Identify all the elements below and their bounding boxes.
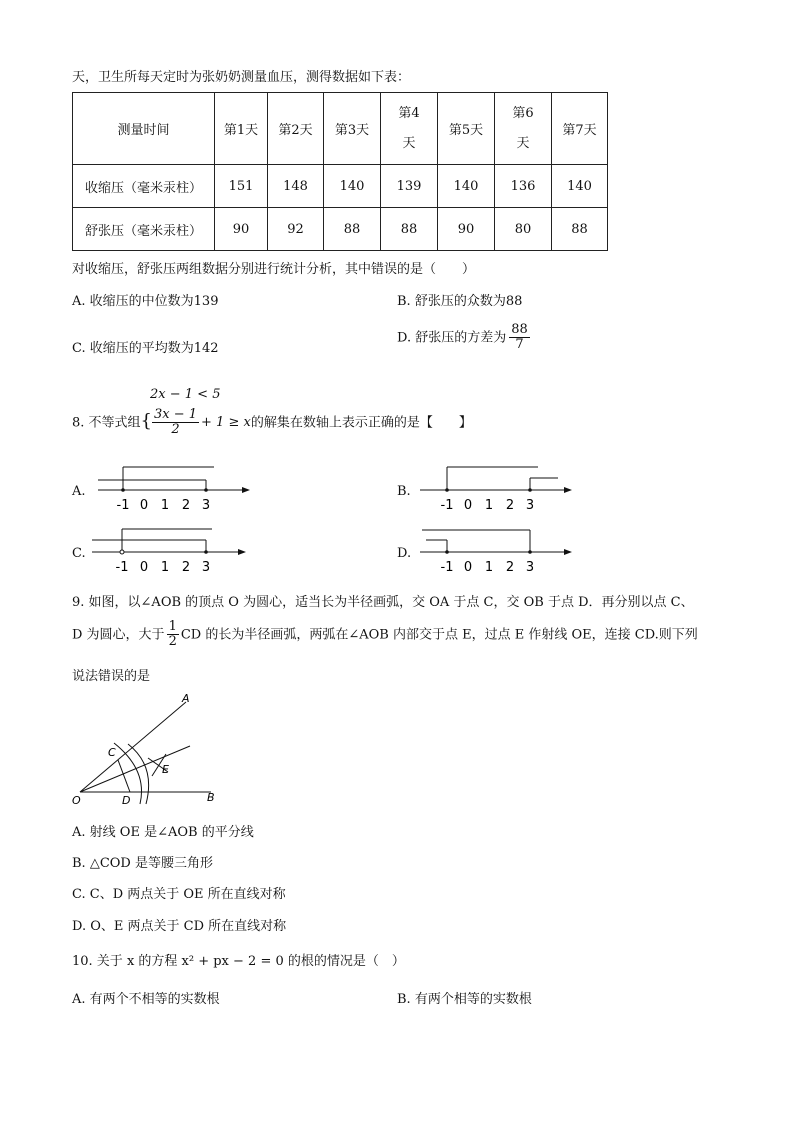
q10-option-b: B. 有两个相等的实数根 bbox=[397, 992, 532, 1007]
label-a: A bbox=[182, 692, 190, 705]
day-header: 第7天 bbox=[552, 93, 608, 165]
tick-label: 2 bbox=[181, 498, 191, 513]
table-header-row bbox=[73, 93, 608, 165]
q9-option-d: D. O、E 两点关于 CD 所在直线对称 bbox=[72, 919, 287, 934]
table-row bbox=[73, 208, 608, 251]
tick-label: 3 bbox=[201, 560, 211, 575]
tick-label: 1 bbox=[484, 560, 494, 575]
angle-bisector-figure bbox=[66, 688, 236, 810]
table-cell: 140 bbox=[438, 165, 495, 208]
table-cell: 88 bbox=[381, 208, 438, 251]
day-header: 第6 天 bbox=[495, 93, 552, 165]
tick-label: 0 bbox=[463, 498, 473, 513]
tick-label: 2 bbox=[505, 498, 515, 513]
table-cell: 90 bbox=[438, 208, 495, 251]
tick-label: 1 bbox=[484, 498, 494, 513]
day-header: 第1天 bbox=[215, 93, 268, 165]
q8-stem: 8. 不等式组{ $\frac{3x - 1}{2}$ + 1 ≥ x的解集在数轴上表示正确的是【 】 bbox=[72, 407, 472, 438]
tick-label: 0 bbox=[139, 498, 149, 513]
tick-label: -1 bbox=[440, 560, 454, 575]
tick-label: -1 bbox=[115, 560, 129, 575]
row-label: 收缩压（毫米汞柱） bbox=[73, 165, 215, 208]
tick-label: 3 bbox=[525, 498, 535, 513]
table-cell: 140 bbox=[324, 165, 381, 208]
table-cell: 88 bbox=[552, 208, 608, 251]
table-cell: 92 bbox=[268, 208, 324, 251]
q7-stem: 对收缩压，舒张压两组数据分别进行统计分析，其中错误的是（ ） bbox=[72, 262, 476, 277]
table-cell: 139 bbox=[381, 165, 438, 208]
q10-option-a: A. 有两个不相等的实数根 bbox=[72, 992, 220, 1007]
q8-option-b-label: B. bbox=[397, 484, 411, 499]
q9-option-c: C. C、D 两点关于 OE 所在直线对称 bbox=[72, 887, 286, 902]
table-cell: 136 bbox=[495, 165, 552, 208]
table-cell: 88 bbox=[324, 208, 381, 251]
tick-label: 1 bbox=[160, 560, 170, 575]
label-d: D bbox=[122, 794, 131, 807]
table-cell: 140 bbox=[552, 165, 608, 208]
q8-inequality-1: 2x − 1 < 5 bbox=[150, 387, 221, 402]
tick-label: 2 bbox=[181, 560, 191, 575]
number-line-b bbox=[412, 460, 582, 520]
number-line-c bbox=[88, 522, 258, 582]
number-line-d bbox=[412, 522, 582, 582]
q9-option-a: A. 射线 OE 是∠AOB 的平分线 bbox=[72, 825, 254, 840]
q9-line-2: D 为圆心，大于 $\frac{1}{2}$ CD 的长为半径画弧，两弧在∠AOB 内部交于点 E，过点 E 作射线 OE，连接 CD.则下列 bbox=[72, 619, 698, 650]
q8-option-c-label: C. bbox=[72, 546, 86, 561]
q9-option-b: B. △COD 是等腰三角形 bbox=[72, 856, 213, 871]
q10-stem: 10. 关于 x 的方程 x² + px − 2 = 0 的根的情况是（ ） bbox=[72, 954, 405, 969]
tick-label: 2 bbox=[505, 560, 515, 575]
day-header: 第4 天 bbox=[381, 93, 438, 165]
blood-pressure-table bbox=[72, 92, 608, 251]
table-cell: 80 bbox=[495, 208, 552, 251]
q7-option-b: B. 舒张压的众数为88 bbox=[397, 294, 523, 309]
day-header: 第5天 bbox=[438, 93, 495, 165]
label-b: B bbox=[207, 791, 215, 804]
label-c: C bbox=[108, 746, 116, 759]
number-line-a bbox=[88, 460, 258, 520]
q7-option-d: D. 舒张压的方差为 $\frac{88}{7}$ bbox=[397, 322, 528, 353]
q9-line-1: 9. 如图，以∠AOB 的顶点 O 为圆心，适当长为半径画弧，交 OA 于点 C，交 OB 于点 D．再分别以点 C、 bbox=[72, 595, 694, 610]
q8-option-d-label: D. bbox=[397, 546, 412, 561]
q9-line-3: 说法错误的是 bbox=[72, 669, 151, 684]
tick-label: -1 bbox=[116, 498, 130, 513]
day-header: 第2天 bbox=[268, 93, 324, 165]
label-e: E bbox=[162, 763, 169, 776]
table-cell: 148 bbox=[268, 165, 324, 208]
table-row bbox=[73, 165, 608, 208]
day-header: 第3天 bbox=[324, 93, 381, 165]
table-cell: 151 bbox=[215, 165, 268, 208]
tick-label: 0 bbox=[139, 560, 149, 575]
label-o: O bbox=[72, 794, 81, 807]
table-header-label: 测量时间 bbox=[73, 93, 215, 165]
tick-label: 1 bbox=[160, 498, 170, 513]
tick-label: 0 bbox=[463, 560, 473, 575]
tick-label: 3 bbox=[525, 560, 535, 575]
intro-text: 天，卫生所每天定时为张奶奶测量血压，测得数据如下表： bbox=[72, 70, 411, 85]
tick-label: 3 bbox=[201, 498, 211, 513]
q8-option-a-label: A. bbox=[72, 484, 86, 499]
row-label: 舒张压（毫米汞柱） bbox=[73, 208, 215, 251]
table-cell: 90 bbox=[215, 208, 268, 251]
tick-label: -1 bbox=[440, 498, 454, 513]
q7-option-a: A. 收缩压的中位数为139 bbox=[72, 294, 219, 309]
q7-option-c: C. 收缩压的平均数为142 bbox=[72, 341, 219, 356]
